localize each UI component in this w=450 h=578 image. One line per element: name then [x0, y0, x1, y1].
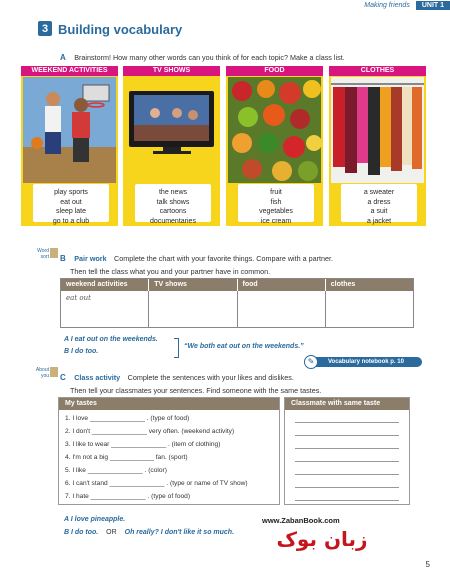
exercise-a-letter: A [60, 53, 66, 62]
brand-logo-text: زبان بوک [276, 527, 368, 551]
classmate-panel [284, 397, 410, 505]
exercise-c [60, 367, 420, 395]
chart-body-row [61, 291, 413, 327]
exercise-b-letter: B [60, 254, 66, 263]
example-quote: “We both eat out on the weekends.” [184, 343, 304, 350]
chart-column-header: weekend activities [61, 279, 149, 291]
vocabulary-notebook-label: Vocabulary notebook p. 10 [328, 359, 404, 365]
chart-header-row [61, 279, 413, 291]
topic-title: WEEKEND ACTIVITIES [21, 66, 118, 76]
tag-marker [50, 248, 58, 258]
zabanbook-logo [262, 516, 382, 562]
taste-sentence[interactable]: 6. I can't stand _______________ . (type or name of TV show) [65, 480, 248, 487]
example-a: A I eat out on the weekends. [64, 336, 158, 343]
topic-title: TV SHOWS [123, 66, 220, 76]
chart-column-header: food [238, 279, 326, 291]
footer-example-b [64, 529, 234, 536]
chart-column-header: clothes [330, 281, 356, 288]
classmate-header: Classmate with same taste [285, 398, 409, 410]
topic-word: documentaries [150, 217, 196, 225]
page-number: 5 [425, 560, 430, 569]
exercise-b-text2: Then tell the class what you and your partner have in common. [70, 267, 271, 276]
chart-cell[interactable]: eat out [61, 291, 149, 327]
exercise-b-text: Complete the chart with your favorite things. Compare with a partner. [114, 254, 333, 263]
exercise-c-letter: C [60, 373, 66, 382]
topic-word: ice cream [260, 217, 292, 225]
chart-cell[interactable] [326, 291, 413, 327]
about-you-tag [33, 367, 49, 379]
tag-line: About [35, 367, 49, 373]
topic-card-tv [123, 66, 220, 226]
topic-word: a suit [370, 208, 388, 215]
topic-word: play sports [54, 189, 88, 196]
exercise-a [60, 47, 345, 65]
topic-word-list [33, 184, 109, 225]
topic-word-list [135, 184, 211, 225]
taste-sentence[interactable]: 5. I like _______________ . (color) [65, 467, 167, 474]
vocabulary-notebook-link[interactable] [310, 357, 422, 367]
word-sort-tag [33, 248, 49, 260]
topic-word: a dress [367, 198, 391, 206]
tag-line: sort [40, 254, 49, 260]
chart-column-header: TV shows [149, 279, 237, 291]
footer-or: OR [106, 529, 117, 536]
topic-word: go to a club [52, 217, 90, 225]
food-photo [228, 77, 321, 183]
topic-word: fish [270, 198, 282, 206]
topic-word: the news [158, 189, 188, 196]
exercise-c-text2: Then tell your classmates your sentences. Find someone with the same tastes. [70, 386, 322, 395]
topic-word: cartoons [159, 208, 187, 215]
topic-word: a sweater [363, 189, 395, 196]
footer-example-a: A I love pineapple. [64, 516, 126, 523]
answer-line[interactable] [295, 474, 399, 475]
favorites-chart [60, 278, 414, 328]
answer-line[interactable] [295, 500, 399, 501]
tag-line: you [40, 373, 49, 379]
tag-marker [50, 367, 58, 377]
topic-card-food [226, 66, 323, 226]
topic-word: sleep late [56, 208, 86, 215]
footer-example-b2: Oh really? I don't like it so much. [124, 529, 235, 536]
tastes-table [58, 397, 410, 505]
answer-line[interactable] [295, 422, 399, 423]
topic-card-clothes [329, 66, 426, 226]
topic-card-weekend [21, 66, 118, 226]
example-b: B I do too. [64, 348, 99, 355]
taste-sentence[interactable]: 7. I hate _______________ . (type of food) [65, 493, 191, 500]
tag-line: Word [37, 248, 49, 254]
unit-badge: UNIT 1 [416, 1, 450, 10]
topic-word: talk shows [156, 198, 190, 206]
topic-word-list [238, 184, 314, 225]
topic-word: eat out [60, 198, 82, 206]
answer-line[interactable] [295, 435, 399, 436]
exercise-a-text: Brainstorm! How many other words can you think of for each topic? Make a class list. [74, 53, 345, 62]
taste-sentence[interactable]: 4. I'm not a big ____________ fan. (sport) [65, 454, 188, 461]
page-header [364, 0, 450, 10]
topic-title: CLOTHES [329, 66, 426, 76]
exercise-c-text: Complete the sentences with your likes and dislikes. [127, 373, 294, 382]
taste-sentence[interactable]: 3. I like to wear _______________ . (item of clothing) [65, 441, 221, 448]
example-bracket [174, 338, 179, 358]
topic-title: FOOD [226, 66, 323, 76]
my-tastes-panel [58, 397, 280, 505]
chart-cell[interactable] [238, 291, 326, 327]
clothes-photo [331, 77, 424, 183]
chapter-title: Making friends [364, 1, 410, 9]
notebook-icon: ✎ [304, 355, 318, 369]
answer-line[interactable] [295, 448, 399, 449]
basketball-photo [23, 77, 116, 183]
topic-word: a jacket [366, 217, 392, 225]
answer-line[interactable] [295, 461, 399, 462]
tv-photo [125, 77, 218, 183]
section-number: 3 [38, 21, 52, 36]
exercise-c-label: Class activity [74, 373, 121, 382]
answer-line[interactable] [295, 487, 399, 488]
taste-sentence[interactable]: 2. I don't _______________ very often. (weekend activity) [65, 428, 235, 435]
footer-example-b1: B I do too. [64, 529, 99, 536]
taste-sentence[interactable]: 1. I love _______________ . (type of food) [65, 415, 190, 422]
chart-cell[interactable] [149, 291, 237, 327]
topic-word: fruit [270, 189, 282, 196]
topic-word-list [341, 184, 417, 225]
topic-word: vegetables [259, 208, 293, 215]
brand-url: www.ZabanBook.com [262, 516, 340, 525]
exercise-b-label: Pair work [74, 254, 107, 263]
exercise-b [60, 248, 420, 276]
my-tastes-header: My tastes [59, 398, 279, 410]
section-title: Building vocabulary [58, 22, 183, 37]
